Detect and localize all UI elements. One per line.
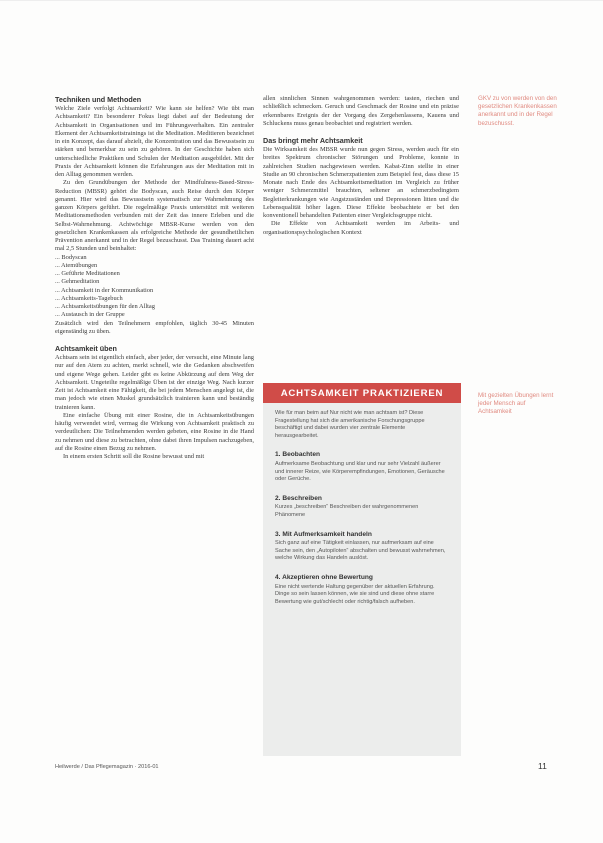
list-item: ... Gehmeditation (55, 278, 100, 286)
step-title: 4. Akzeptieren ohne Bewertung (275, 573, 373, 581)
practice-box-intro: Wie für man beim auf Nur nicht wie man achtsam ist? Diese Fragestellung hat sich die amerikanische Forschungsgruppe beschäftigt und dabei wurden vier zentrale Elemente herausgearbeitet. (275, 410, 425, 439)
side-note-2: Mit gezielten Übungen lernt jeder Mensch auf Achtsamkeit (478, 392, 554, 416)
step-text: Aufmerksame Beobachtung und klar und nur sehr Vielzahl äußerer und innerer Reize, wie Körperempfindungen, Emotionen, Geräusche oder Gerüche. (275, 460, 445, 483)
list-item: ... Achtsamkeitsübungen für den Alltag (55, 303, 155, 310)
list-item: ... Bodyscan (55, 253, 87, 261)
left-column (55, 95, 254, 461)
page-number: 11 (538, 761, 547, 771)
practice-box (263, 383, 461, 756)
paragraph-mbsr: Zu den Grundübungen der Methode der Mindfulness-Based-Stress-Reduction (MBSR) gehört die Bodyscan, auch Reise durch den Körper genannt. Hier wird das Bewusstsein systematisch zur Wahrnehmung des ganzen Körpers geführt. Die regelmäßige Praxis unterstützt mit weiteren Meditationsmethoden verbunden mit der Zeit das innere Erleben und die Selbst-Wahrnehmung. Achtwöchige MBSR-Kurse werden von den gesetzlichen Krankenkassen als erfolgreiche Methode der gesundheitlichen Prävention anerkannt und in der Regel bezuschusst. Das Training dauert acht mal 2,5 Stunden und beinhaltet: (55, 179, 254, 253)
step-title: 3. Mit Aufmerksamkeit handeln (275, 530, 372, 538)
footer-text: Heilwerde / Das Pflegemagazin · 2016-01 (55, 764, 159, 770)
mbsr-list (55, 254, 254, 320)
top-edge (0, 0, 603, 1)
middle-column (263, 95, 459, 237)
list-item: ... Atemübungen (55, 261, 98, 269)
paragraph-practice-1: Achtsam sein ist eigentlich einfach, aber jeder, der versucht, eine Minute lang nur auf den Atem zu achten, merkt schnell, wie die Gedanken abschweifen und eigene Wege gehen. Leider gibt es keine Abkürzung auf dem Weg der Achtsamkeit. Ungeteilte regelmäßige Üben ist der einzige Weg. Nach kurzer Zeit ist Achtsamkeit eine Fähigkeit, die bei jedem Menschen angelegt ist, die man jedoch wie einen Muskel grundsätzlich trainieren kann und beständig trainieren kann. (55, 354, 254, 411)
list-item: ... Geführte Meditationen (55, 270, 120, 277)
paragraph-intro: Welche Ziele verfolgt Achtsamkeit? Wie kann sie helfen? Wie übt man Achtsamkeit? Ein besonderer Fokus liegt dabei auf der Bedeutung der Achtsamkeit in Organisationen und im Führungsverhalten. Ein zentraler Ekement der Achtsamkeitstrainings ist die Meditation. Meditieren bezeichnet in ein Konzept, das darauf abzielt, die Konzentration und das Bewusstsein zu stärken und bemerkbar zu sein zu gehören. In der Geschichte haben sich unterschiedliche Praktiken und Schulen der Meditation ausgebildet. Mit der Praxis der Achtsamkeit können die Erfahrungen aus der Meditation mit in den Alltag genommen werden. (55, 105, 254, 178)
paragraph-continue: allen sinnlichen Sinnen wahrgenommen werden: tasten, riechen und schließlich schmecken. Geruch und Geschmack der Rosine und ein präzise erkennbares Ereignis der der Vorgang des Zergehenlassens, Kauens und Schluckens muss genau beobachtet und registriert werden. (263, 95, 459, 127)
paragraph-practice-3: In einem ersten Schritt soll die Rosine bewusst und mit (63, 453, 205, 460)
list-item: ... Achtsamkeit in der Kommunikation (55, 286, 154, 294)
practice-box-body (263, 403, 461, 606)
list-item: ... Achtsamkeits-Tagebuch (55, 294, 123, 302)
heading-benefits: Das bringt mehr Achtsamkeit (263, 136, 363, 145)
paragraph-practice-2: Eine einfache Übung mit einer Rosine, die in Achtsamkeitsübungen häufig verwendet wird, vermag die Wirkung von Achtsamkeit praktisch zu verdeutlichen: Die Teilnehmenden werden gebeten, eine Rosine in die Hand zu nehmen und diese zu betrachten, ohne dabei ihren Impulsen nachzugeben, auf die Rosine einen Bezug zu nehmen. (55, 411, 254, 452)
paragraph-effects: Die Effekte von Achtsamkeit werden im Arbeits- und organisationspsychologischen Kontext (263, 220, 459, 236)
step-text: Kurzes „beschreiben“ Beschreiben der wahrgenommenen Phänomene (275, 504, 419, 518)
paragraph-extra: Zusätzlich wird den Teilnehmern empfohlen, täglich 30-45 Minuten eigenständig zu üben. (55, 319, 254, 335)
heading-practice: Achtsamkeit üben (55, 344, 117, 353)
list-item: ... Austausch in der Gruppe (55, 311, 125, 319)
step-title: 2. Beschreiben (275, 494, 322, 502)
step-title: 1. Beobachten (275, 451, 321, 459)
side-note-1: GKV zu von werden von den gesetzlichen Krankenkassen anerkannt und in der Regel bezuschusst. (478, 95, 557, 127)
paragraph-benefits: Die Wirksamkeit des MBSR wurde nun gegen Stress, werden auch für ein breites Spektrum chronischer Störungen und Probleme, konnte in zahlreichen Studien nachgewiesen werden. Kabat-Zinn stellte in einer Studie an 90 chronischen Schmerzpatienten zum Beispiel fest, dass diese 15 Monate nach Ende des Achtsamkeitsmeditation im Vergleich zu früher weniger Schmerzmittel brauchten, seltener an schmerzbedingtem Begleiterkrankungen wie Angstzuständen und Depressionen litten und die Lebensqualität höher lagen. Diese Effekte beobachtete er bei den konventionell behandelten Patienten einer Vergleichsgruppe nicht. (263, 146, 459, 219)
practice-box-title: ACHTSAMKEIT PRAKTIZIEREN (263, 383, 461, 403)
step-text: Sich ganz auf eine Tätigkeit einlassen, nur aufmerksam auf eine Sache sein, den „Autopiloten“ abschalten und bewusst wahrnehmen, welche Wirkung das Handeln auslöst. (275, 540, 446, 562)
heading-techniques: Techniken und Methoden (55, 95, 142, 104)
step-text: Eine nicht wertende Haltung gegenüber der aktuellen Erfahrung. Dinge so sein lassen können, wie sie sind und diese ohne starre Bewertung wie gut/schlecht oder richtig/falsch aufheben. (275, 583, 435, 605)
